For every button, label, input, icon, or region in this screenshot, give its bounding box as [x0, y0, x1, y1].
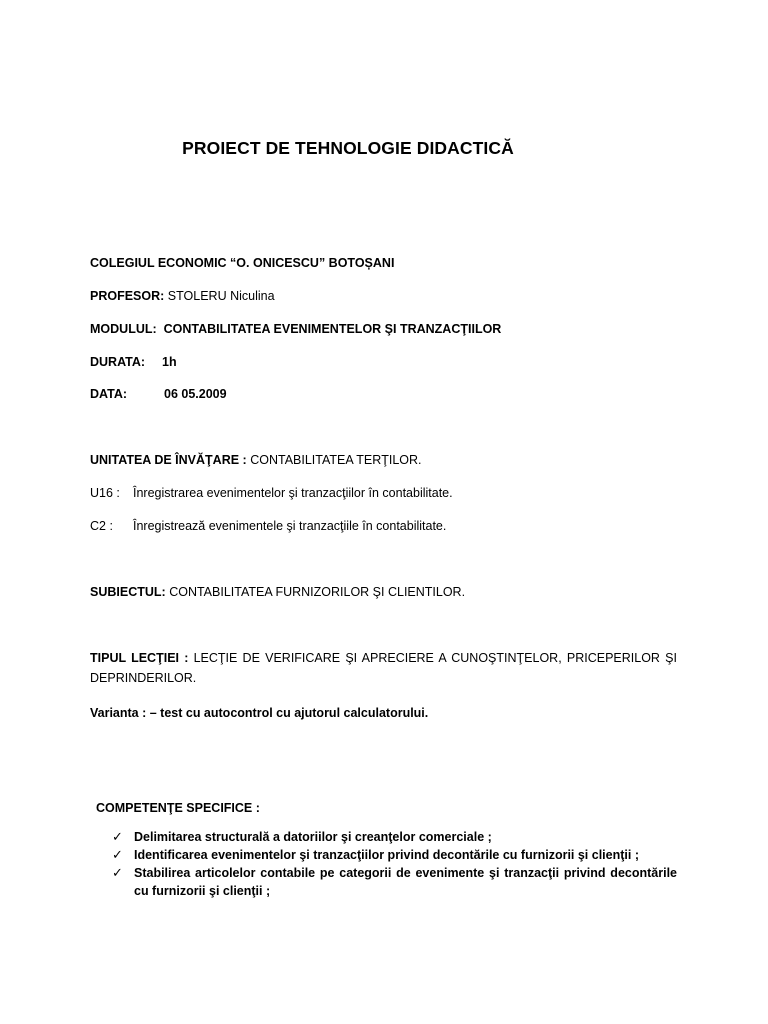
modulul-value: CONTABILITATEA EVENIMENTELOR ŞI TRANZACŢIILOR [163, 322, 502, 336]
c2-label: C2 : [90, 519, 113, 533]
list-item [112, 828, 677, 846]
modulul-line [90, 321, 501, 337]
competenta-text: Identificarea evenimentelor şi tranzacţiilor privind decontările cu furnizorii şi clienţii ; [134, 848, 639, 862]
checkmark-icon: ✓ [112, 829, 123, 844]
data-label: DATA: [90, 387, 128, 401]
checkmark-icon: ✓ [112, 847, 123, 862]
data-line [90, 386, 227, 402]
u16-value: Înregistrarea evenimentelor şi tranzacţiilor în contabilitate. [133, 486, 453, 500]
modulul-label: MODULUL: [90, 322, 157, 336]
tipul-value-line2: DEPRINDERILOR. [90, 671, 197, 685]
competenta-text: Stabilirea articolelor contabile pe categorii de evenimente şi tranzacţii privind decontările cu furnizorii şi clienţii ; [134, 866, 677, 898]
list-item [112, 864, 677, 900]
tipul-value-line1: LECŢIE DE VERIFICARE ŞI APRECIERE A CUNOŞTINŢELOR, PRICEPERILOR ŞI [193, 651, 677, 665]
subiect-value: CONTABILITATEA FURNIZORILOR ŞI CLIENTILOR. [169, 585, 466, 599]
tipul-label: TIPUL LECŢIEI : [90, 651, 189, 665]
durata-label: DURATA: [90, 355, 146, 369]
competenta-text: Delimitarea structurală a datoriilor şi creanţelor comerciale ; [134, 830, 492, 844]
school-line: COLEGIUL ECONOMIC “O. ONICESCU” BOTOȘANI [90, 256, 395, 270]
data-value: 06 05.2009 [164, 387, 227, 401]
competente-list [112, 828, 677, 900]
subiect-label: SUBIECTUL: [90, 585, 166, 599]
profesor-line [90, 288, 275, 304]
tipul-line-1 [90, 648, 677, 668]
competente-heading: COMPETENŢE SPECIFICE : [96, 801, 260, 815]
u16-label: U16 : [90, 486, 120, 500]
tipul-lectiei [90, 648, 677, 688]
unitate-label: UNITATEA DE ÎNVĂŢARE : [90, 453, 247, 467]
unitate-line [90, 452, 422, 468]
unitate-value: CONTABILITATEA TERŢILOR. [250, 453, 422, 467]
profesor-value: STOLERU Niculina [167, 289, 275, 303]
u16-line [90, 485, 453, 501]
profesor-label: PROFESOR: [90, 289, 165, 303]
varianta-line: Varianta : – test cu autocontrol cu ajutorul calculatorului. [90, 706, 429, 720]
list-item [112, 846, 677, 864]
checkmark-icon: ✓ [112, 865, 123, 880]
page-title: PROIECT DE TEHNOLOGIE DIDACTICĂ [182, 138, 514, 158]
c2-line [90, 518, 446, 534]
subiect-line [90, 584, 465, 600]
durata-line [90, 354, 177, 370]
durata-value: 1h [162, 355, 177, 369]
c2-value: Înregistrează evenimentele şi tranzacţiile în contabilitate. [133, 519, 447, 533]
